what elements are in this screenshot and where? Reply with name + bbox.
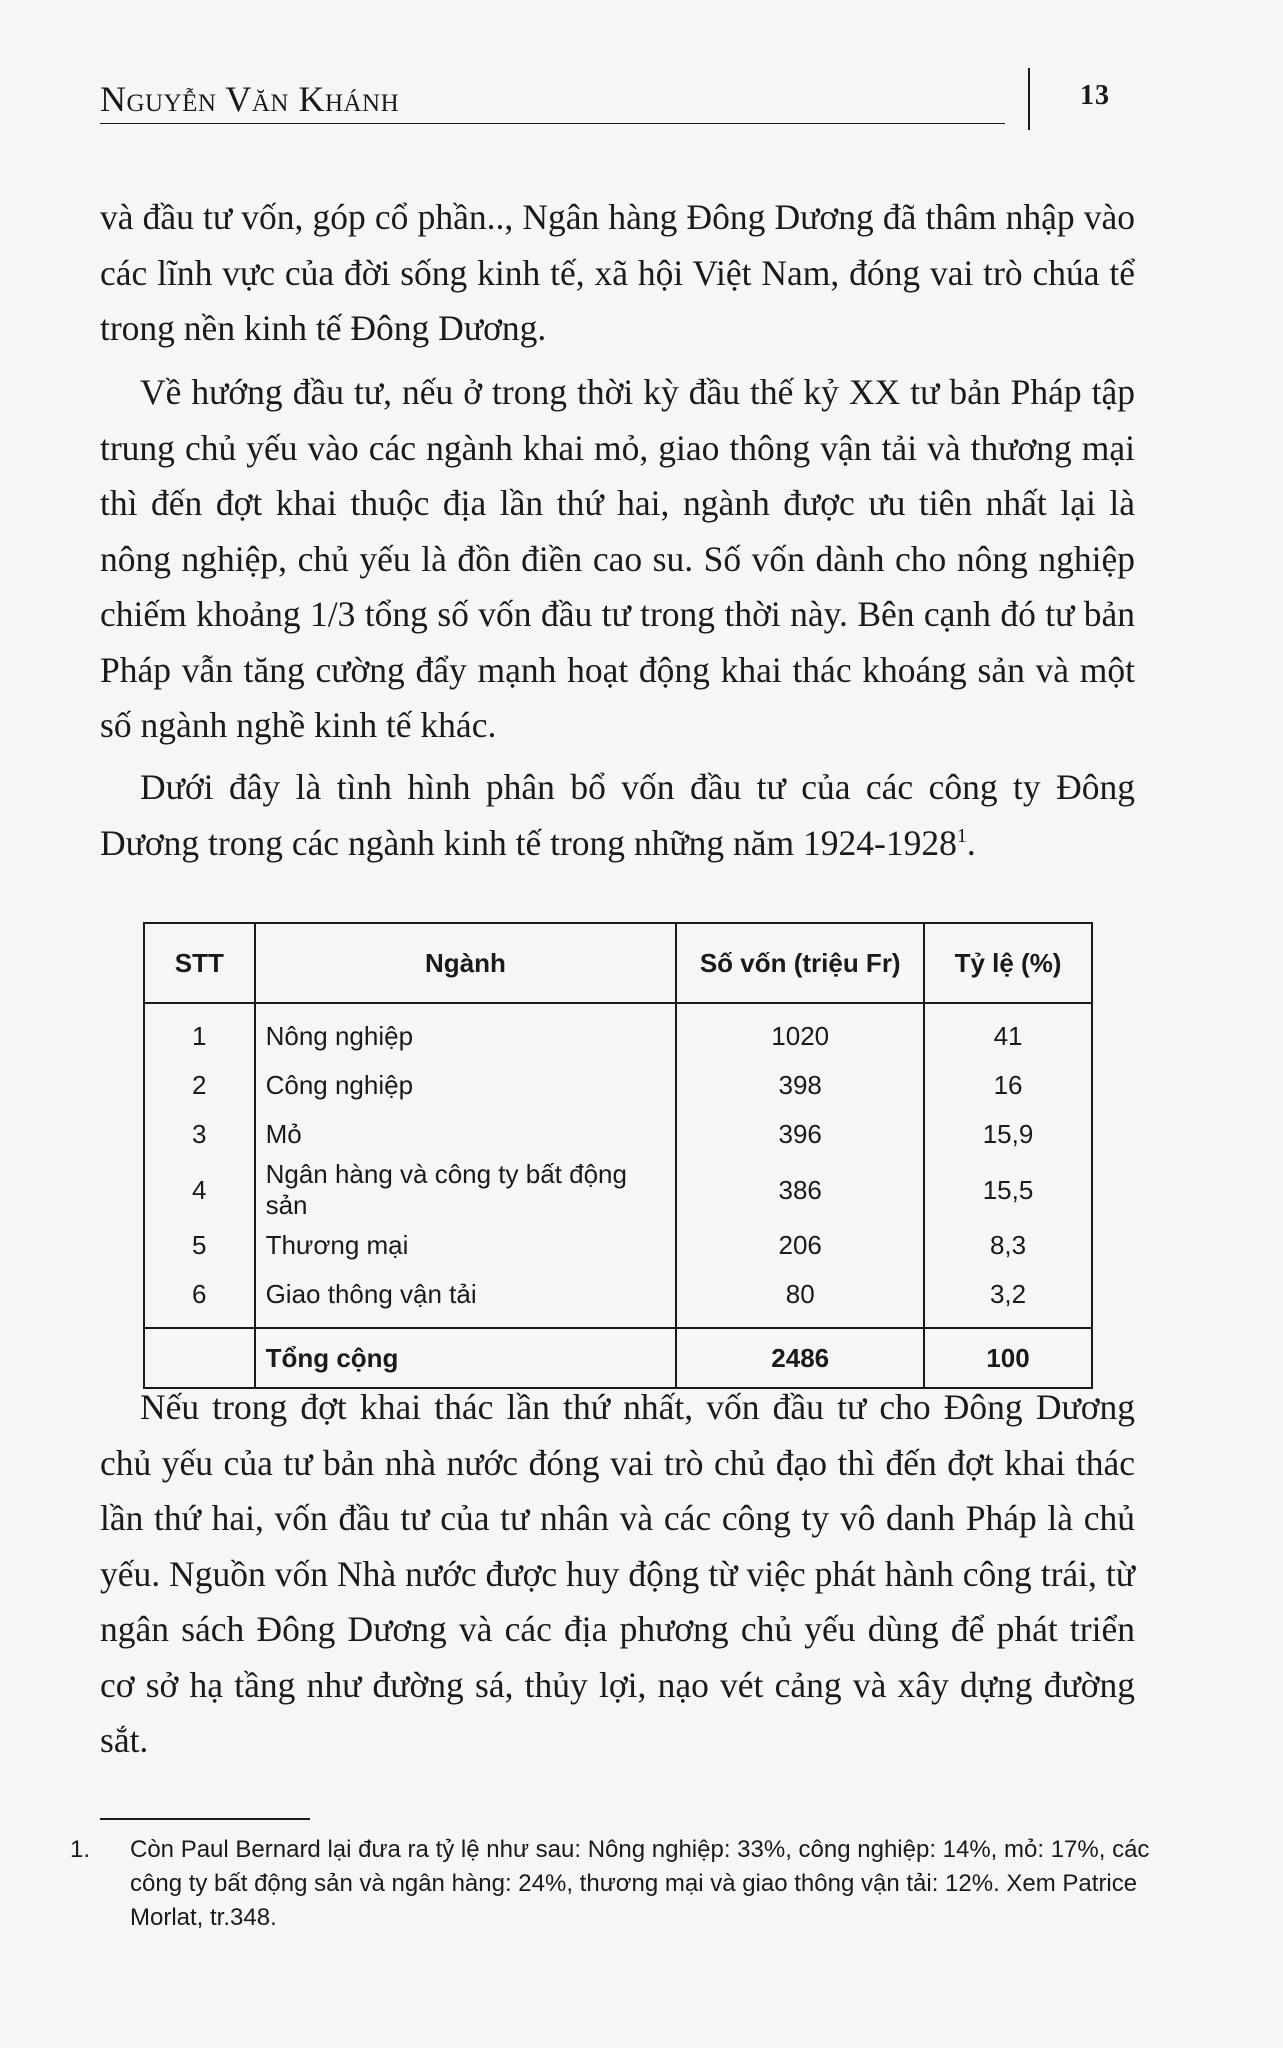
cell-capital: 386 (676, 1159, 924, 1221)
author-name: Nguyễn Văn Khánh (100, 79, 400, 119)
table-row (144, 1003, 1092, 1061)
cell-sector: Thương mại (255, 1221, 677, 1270)
cell-sector: Công nghiệp (255, 1061, 677, 1110)
total-capital: 2486 (676, 1328, 924, 1388)
cell-sector: Mỏ (255, 1110, 677, 1159)
paragraph-2: Về hướng đầu tư, nếu ở trong thời kỳ đầu thế kỷ XX tư bản Pháp tập trung chủ yếu vào các ngành khai mỏ, giao thông vận tải và thương mại thì đến đợt khai thuộc địa lần thứ hai, ngành được ưu tiên nhất lại là nông nghiệp, chủ yếu là đồn điền cao su. Số vốn dành cho nông nghiệp chiếm khoảng 1/3 tổng số vốn đầu tư trong thời này. Bên cạnh đó tư bản Pháp vẫn tăng cường đẩy mạnh hoạt động khai thác khoáng sản và một số ngành nghề kinh tế khác. (100, 372, 1135, 745)
table-row (144, 1110, 1092, 1159)
cell-percent: 41 (924, 1003, 1092, 1061)
table-row (144, 1270, 1092, 1328)
table-row (144, 1159, 1092, 1221)
page-number: 13 (1080, 80, 1110, 111)
cell-stt: 1 (144, 1003, 255, 1061)
paragraph-3 (100, 760, 1135, 871)
paragraph-3-end: . (966, 822, 976, 863)
cell-stt-empty (144, 1328, 255, 1388)
cell-stt: 5 (144, 1221, 255, 1270)
total-label: Tổng cộng (255, 1328, 677, 1388)
footnote-rule (100, 1818, 310, 1820)
cell-capital: 1020 (676, 1003, 924, 1061)
table-row (144, 1061, 1092, 1110)
cell-stt: 4 (144, 1159, 255, 1221)
cell-stt: 6 (144, 1270, 255, 1328)
header-stt: STT (144, 923, 255, 1003)
table-row (144, 1221, 1092, 1270)
footnote-number: 1. (70, 1836, 91, 1863)
cell-percent: 15,9 (924, 1110, 1092, 1159)
header-underline (100, 123, 1005, 124)
cell-capital: 206 (676, 1221, 924, 1270)
cell-percent: 15,5 (924, 1159, 1092, 1221)
cell-percent: 3,2 (924, 1270, 1092, 1328)
total-percent: 100 (924, 1328, 1092, 1388)
cell-percent: 16 (924, 1061, 1092, 1110)
cell-stt: 2 (144, 1061, 255, 1110)
table-total-row (144, 1328, 1092, 1388)
footnote-ref: 1 (956, 824, 967, 847)
cell-capital: 80 (676, 1270, 924, 1328)
header-capital: Số vốn (triệu Fr) (676, 923, 924, 1003)
cell-sector: Ngân hàng và công ty bất động sản (255, 1159, 677, 1221)
paragraph-1: và đầu tư vốn, góp cổ phần.., Ngân hàng Đông Dương đã thâm nhập vào các lĩnh vực của đời sống kinh tế, xã hội Việt Nam, đóng vai trò chúa tể trong nền kinh tế Đông Dương. (100, 197, 1135, 348)
table-header-row (144, 923, 1092, 1003)
header-percent: Tỷ lệ (%) (924, 923, 1092, 1003)
footnote (70, 1833, 1190, 1935)
cell-stt: 3 (144, 1110, 255, 1159)
cell-sector: Nông nghiệp (255, 1003, 677, 1061)
investment-table (143, 922, 1093, 1389)
running-header (100, 68, 1110, 138)
paragraph-4: Nếu trong đợt khai thác lần thứ nhất, vốn đầu tư cho Đông Dương chủ yếu của tư bản nhà nước đóng vai trò chủ đạo thì đến đợt khai thác lần thứ hai, vốn đầu tư của tư nhân và các công ty vô danh Pháp là chủ yếu. Nguồn vốn Nhà nước được huy động từ việc phát hành công trái, từ ngân sách Đông Dương và các địa phương chủ yếu dùng để phát triển cơ sở hạ tầng như đường sá, thủy lợi, nạo vét cảng và xây dựng đường sắt. (100, 1387, 1135, 1760)
header-divider (1028, 68, 1030, 130)
header-sector: Ngành (255, 923, 677, 1003)
paragraph-3-text: Dưới đây là tình hình phân bổ vốn đầu tư của các công ty Đông Dương trong các ngành kinh tế trong những năm 1924-1928 (100, 767, 1135, 863)
cell-sector: Giao thông vận tải (255, 1270, 677, 1328)
cell-capital: 396 (676, 1110, 924, 1159)
cell-capital: 398 (676, 1061, 924, 1110)
footnote-text: Còn Paul Bernard lại đưa ra tỷ lệ như sau: Nông nghiệp: 33%, công nghiệp: 14%, mỏ: 17%, các công ty bất động sản và ngân hàng: 24%, thương mại và giao thông vận tải: 12%. Xem Patrice Morlat, tr.348. (130, 1836, 1150, 1931)
cell-percent: 8,3 (924, 1221, 1092, 1270)
